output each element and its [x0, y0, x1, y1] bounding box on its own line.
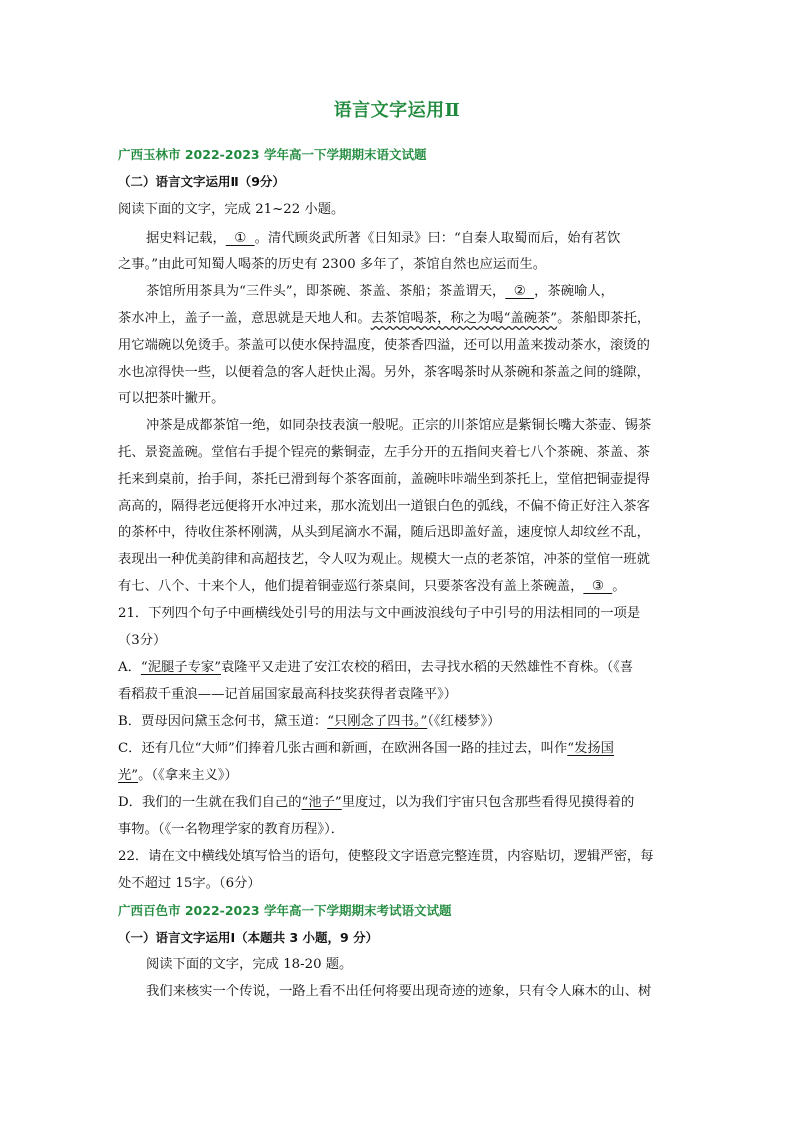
section-heading-1: （二）语言文字运用Ⅱ（9分）: [118, 174, 285, 189]
source-heading-1: 广西玉林市 2022-2023 学年高一下学期期末语文试题: [118, 147, 427, 162]
option-b[interactable]: B．贾母因问黛玉念何书，黛玉道：“只刚念了四书。”（《红楼梦》）: [118, 714, 501, 729]
paragraph-3-line-4: 高高的，隔得老远便将开水冲过来，那水流划出一道银白色的弧线，不偏不倚正好注入茶客: [118, 499, 650, 514]
question-22: 22．请在文中横线处填写恰当的语句，使整段文字语意完整连贯，内容贴切，逻辑严密，每: [118, 849, 654, 864]
paragraph-3-line-7: 有七、八个、十来个人，他们提着铜壶巡行茶桌间，只要茶客没有盖上茶碗盖， ③ 。: [118, 579, 626, 594]
question-21: 21．下列四个句子中画横线处引号的用法与文中画波浪线句子中引号的用法相同的一项是: [118, 606, 641, 621]
blank-2[interactable]: ②: [505, 284, 535, 299]
paragraph-1-line-2: 之事。”由此可知蜀人喝茶的历史有 2300 多年了，茶馆自然也应运而生。: [118, 257, 547, 272]
paragraph-2-line-2: 茶水冲上，盖子一盖，意思就是天地人和。去茶馆喝茶，称之为喝“盖碗茶”。茶船即茶托，: [118, 311, 651, 326]
paragraph-2-line-1: 茶馆所用茶具为“三件头”，即茶碗、茶盖、茶船；茶盖谓天， ② ，茶碗喻人，: [146, 284, 614, 299]
option-d-line-1[interactable]: D．我们的一生就在我们自己的“池子”里度过，以为我们宇宙只包含那些看得见摸得着的: [118, 795, 635, 810]
section-heading-2: （一）语言文字运用Ⅰ（本题共 3 小题，9 分）: [118, 930, 379, 945]
page-title: 语言文字运用Ⅱ: [333, 100, 461, 121]
paragraph-2-line-5: 可以把茶叶撇开。: [118, 391, 225, 406]
paragraph-3-line-2: 托、景瓷盖碗。堂倌右手提个锃亮的紫铜壶，左手分开的五指间夹着七八个茶碗、茶盖、茶: [118, 445, 650, 460]
paragraph-3-line-5: 的茶杯中，待收住茶杯刚满，从头到尾滴水不漏，随后迅即盖好盖，速度惊人却纹丝不乱，: [118, 525, 650, 540]
blank-3[interactable]: ③: [583, 579, 613, 594]
option-a-line-1[interactable]: A．“泥腿子专家”袁隆平又走进了安江农校的稻田，去寻找水稻的天然雄性不育株。（《喜: [118, 660, 634, 675]
instruction-1: 阅读下面的文字，完成 21~22 小题。: [118, 202, 345, 217]
paragraph-2-line-3: 用它端碗以免烫手。茶盖可以使水保持温度，使茶香四溢，还可以用盖来拨动茶水，滚烫的: [118, 338, 650, 353]
paragraph-2-line-4: 水也凉得快一些，以便着急的客人赶快止渴。另外，茶客喝茶时从茶碗和茶盖之间的缝隙，: [118, 365, 650, 380]
wavy-underlined-sentence: 去茶馆喝茶，称之为喝“盖碗茶”: [370, 311, 558, 326]
source-heading-2: 广西百色市 2022-2023 学年高一下学期期末考试语文试题: [118, 903, 452, 918]
paragraph-3-line-6: 表现出一种优美韵律和高超技艺，令人叹为观止。规模大一点的老茶馆，冲茶的堂倌一班就: [118, 552, 650, 567]
paragraph-4-line-1: 我们来核实一个传说，一路上看不出任何将要出现奇迹的迹象，只有令人麻木的山、树: [146, 984, 652, 999]
question-21-score: （3分）: [118, 633, 167, 648]
blank-1[interactable]: ①: [225, 231, 255, 246]
paragraph-3-line-3: 托来到桌前，抬手间，茶托已滑到每个茶客面前，盖碗咔咔端坐到茶托上，堂倌把铜壶提得: [118, 472, 650, 487]
instruction-2: 阅读下面的文字，完成 18-20 题。: [146, 957, 353, 972]
paragraph-3-line-1: 冲茶是成都茶馆一绝，如同杂技表演一般呢。正宗的川茶馆应是紫铜长嘴大茶壶、锡茶: [146, 418, 652, 433]
option-a-line-2: 看稻菽千重浪——记首届国家最高科技奖获得者袁隆平》）: [118, 687, 458, 702]
paragraph-1-line-1: 据史料记载， ① 。清代顾炎武所著《日知录》曰：“自秦人取蜀而后，始有茗饮: [146, 231, 621, 246]
question-22-line-2: 处不超过 15字。（6分）: [118, 876, 261, 891]
option-d-line-2: 事物。（《一名物理学家的教育历程》）．: [118, 822, 345, 837]
option-c-line-2: 光”。（《拿来主义》）: [118, 768, 238, 783]
option-c-line-1[interactable]: C．还有几位“大师”们捧着几张古画和新画，在欧洲各国一路的挂过去，叫作“发扬国: [118, 741, 614, 756]
